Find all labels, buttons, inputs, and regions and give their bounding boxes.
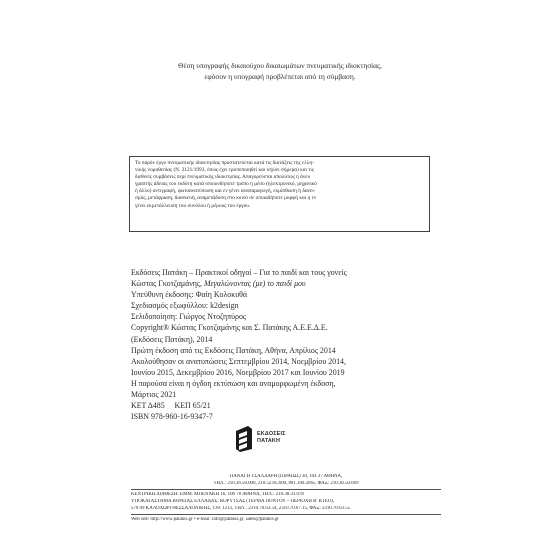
copyright-notice-line: ή άλλο) αντιγραφή, φωτοανατύπωση και εν γένει αναπαραγωγή, εκμίσθωση ή δανει- <box>135 188 316 195</box>
phones-line: ΤΗΛ.: 210.36.50.000, 210.52.05.600, 801.100.2665, ΦΑΞ: 210.36.50.069 <box>213 480 359 486</box>
logo-line: ΕΚΔΟΣΕΙΣ <box>257 431 286 437</box>
copyright-notice-line: Το παρόν έργο πνευματικής ιδιοκτησίας προστατεύεται κατά τις διατάξεις της ελλη- <box>135 160 314 166</box>
publisher-contact-footer <box>131 474 441 523</box>
current-edition-line: Η παρούσα είναι η όγδοη εκτύπωση και αναμορφωμένη έκδοση, <box>131 378 336 388</box>
branch-line: 570 09 ΚΑΛΟΧΩΡΙ ΘΕΣΣΑΛΟΝΙΚΗΣ, Τ.Θ. 1213, ΤΗΛ.: 2310.70.63.54, 2310.70.67.15, ΦΑΞ: 2310.70.63.55 <box>131 505 351 511</box>
publisher-logo <box>224 425 334 455</box>
signature-note-line: εφόσον η υπογραφή προβλέπεται από τη σύμβαση. <box>204 72 356 81</box>
publication-credits <box>131 267 441 422</box>
first-edition-line: Πρώτη έκδοση από τις Εκδόσεις Πατάκη, Αθήνα, Απρίλιος 2014 <box>131 345 336 355</box>
author-title-line <box>131 278 441 289</box>
copyright-notice-line: γένει εκμετάλλευση του συνόλου ή μέρους του έργου. <box>135 202 251 209</box>
author-name: Κώστας Γκοτζαμάνης, <box>131 279 204 289</box>
copyright-notice-line: γραπτής άδειας του εκδότη κατά οποιονδήποτε τρόπο ή μέσο (ηλεκτρονικό, μηχανικό <box>135 181 317 188</box>
signature-note <box>110 60 450 82</box>
web-line: Web site: http://www.patakis.gr • e-mail: info@patakis.gr, sales@patakis.gr <box>131 516 279 522</box>
copyright-notice-box <box>129 156 430 232</box>
logo-line: ΠΑΤΑΚΗ <box>257 437 281 444</box>
distribution-line: ΚΕΝΤΡΙΚΗ ΔΙΑΘΕΣΗ: ΕΜΜ. ΜΠΕΝΑΚΗ 16, 106 78 ΑΘΗΝΑ, ΤΗΛ.: 210.38.31.078 <box>131 491 304 497</box>
divider <box>131 489 441 490</box>
current-edition-line: Μάρτιος 2021 <box>131 390 177 400</box>
reprints-line: Ακολούθησαν οι ανατυπώσεις Σεπτεμβρίου 2014, Νοεμβρίου 2014, <box>131 356 346 366</box>
address-line: ΠΑΝΑΓΗ ΤΣΑΛΔΑΡΗ (ΠΙΡΑΙΩΣ) 38, 104 37 ΑΘΗΝΑ, <box>229 474 343 479</box>
cover-design-line: Σχεδιασμός εξωφύλλου: k2design <box>131 301 239 311</box>
copyright-line: (Εκδόσεις Πατάκη), 2014 <box>131 334 213 344</box>
branch-line: ΥΠΟΚΑΤΑΣΤΗΜΑ ΒΟΡΕΙΑΣ ΕΛΛΑΔΑΣ: ΚΟΡΥΤΣΑΣ (ΤΕΡΜΑ ΠΟΝΤΟΥ – ΠΕΡΙΟΧΗ Β' ΚΤΕΟ), <box>131 498 335 504</box>
publisher-logo-icon <box>234 425 254 453</box>
layout-line: Σελιδοποίηση: Γιώργος Ντοζηπύρος <box>131 312 247 322</box>
copyright-notice-line: σμός, μετάφραση, διασκευή, αναμετάδοση στο κοινό σε οποιαδήποτε μορφή και η εν <box>135 195 317 202</box>
signature-note-line: Θέση υπογραφής δικαιούχου δικαιωμάτων πνευματικής ιδιοκτησίας, <box>178 61 382 70</box>
book-title: Μεγαλώνοντας (με) το παιδί μου <box>203 279 306 289</box>
copyright-notice-line: νικής νομοθεσίας (Ν. 2121/1993, όπως έχει τροποποιηθεί και ισχύει σήμερα) και τις <box>135 167 314 174</box>
isbn-line: ISBN 978-960-16-9347-7 <box>131 412 213 422</box>
publisher-logo-text <box>257 431 286 444</box>
codes-line: ΚΕΤ Δ485 ΚΕΠ 65/21 <box>131 401 211 411</box>
copyright-notice-line: διεθνείς συμβάσεις περί πνευματικής ιδιοκτησίας. Απαγορεύεται απολύτως η άνευ <box>135 174 311 181</box>
divider <box>131 514 441 515</box>
editor-line: Υπεύθυνη έκδοσης: Φαίη Κολοκυθά <box>131 290 248 300</box>
reprints-line: Ιουνίου 2015, Δεκεμβρίου 2016, Νοεμβρίου 2017 και Ιουνίου 2019 <box>131 367 345 377</box>
series-line: Εκδόσεις Πατάκη – Πρακτικοί οδηγοί – Για το παιδί και τους γονείς <box>131 268 347 277</box>
copyright-line: Copyright® Κώστας Γκοτζαμάνης και Σ. Πατάκης Α.Ε.Ε.Δ.Ε. <box>131 323 328 333</box>
